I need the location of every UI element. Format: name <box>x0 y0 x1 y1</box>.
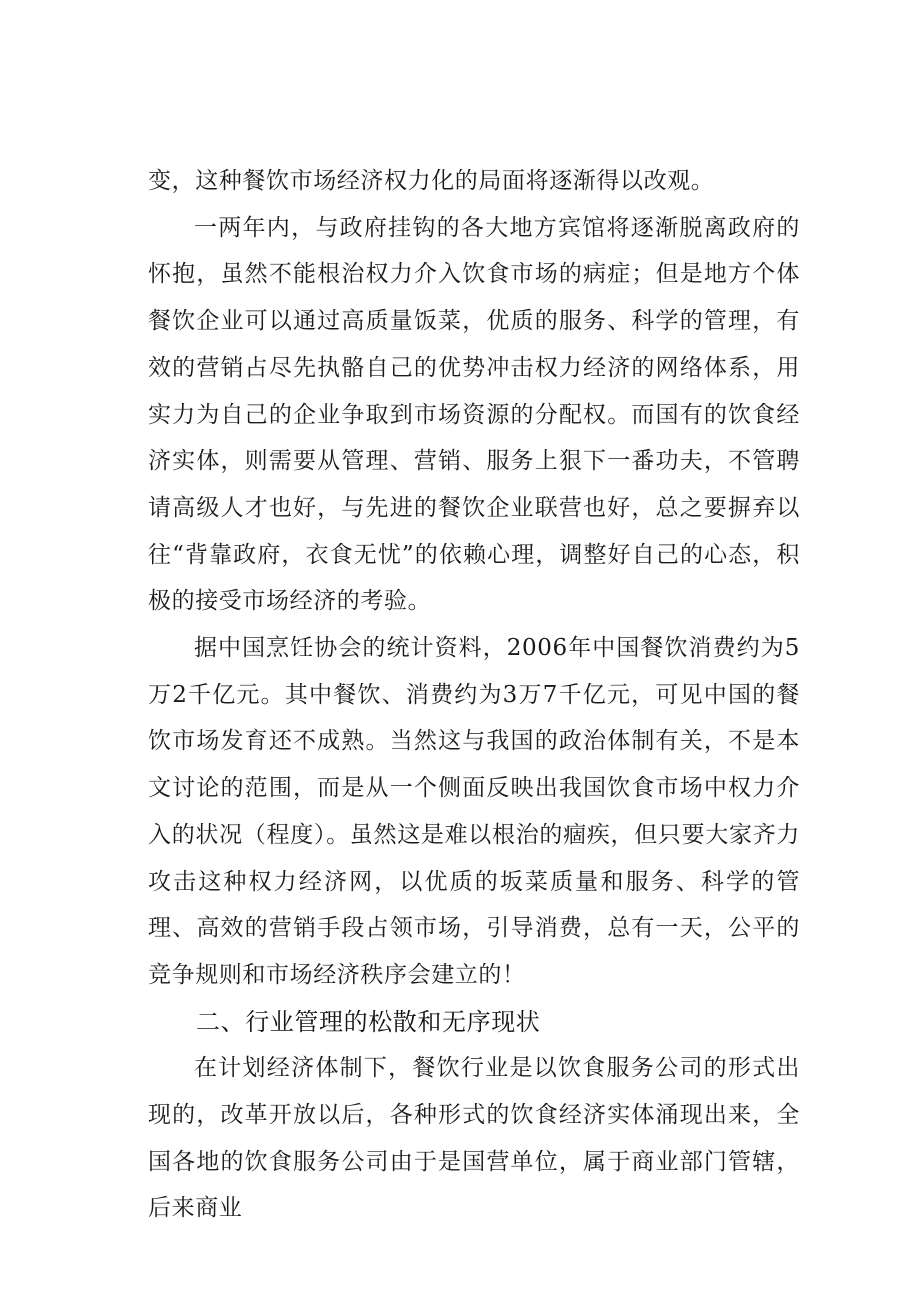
document-page <box>148 158 800 1232</box>
paragraph-statistics: 据中国烹饪协会的统计资料，2006年中国餐饮消费约为5万2千亿元。其中餐饮、消费约为3万7千亿元，可见中国的餐饮市场发育还不成熟。当然这与我国的政治体制有关，不是本文讨论的范围，而是从一个侧面反映出我国饮食市场中权力介入的状况（程度）。虽然这是难以根治的痼疾，但只要大家齐力攻击这种权力经济网，以优质的坂菜质量和服务、科学的管理、高效的营销手段占领市场，引导消费，总有一天，公平的竞争规则和市场经济秩序会建立的！ <box>148 635 800 988</box>
paragraph-planned-economy: 在计划经济体制下，餐饮行业是以饮食服务公司的形式出现的，改革开放以后，各种形式的饮食经济实体涌现出来，全国各地的饮食服务公司由于是国营单位，属于商业部门管辖，后来商业 <box>148 1055 800 1222</box>
paragraph-local-hotels: 一两年内，与政府挂钩的各大地方宾馆将逐渐脱离政府的怀抱，虽然不能根治权力介入饮食市场的病症；但是地方个体餐饮企业可以通过高质量饭菜，优质的服务、科学的管理，有效的营销占尽先执骼自己的优势冲击权力经济的网络体系，用实力为自己的企业争取到市场资源的分配权。而国有的饮食经济实体，则需要从管理、营销、服务上狠下一番功夫，不管聘请高级人才也好，与先进的餐饮企业联营也好，总之要摒弃以往“背靠政府，衣食无忧”的依赖心理，调整好自己的心态，积极的接受市场经济的考验。 <box>148 214 800 615</box>
paragraph-continuation: 变，这种餐饮市场经济权力化的局面将逐渐得以改观。 <box>148 168 715 194</box>
section-heading: 二、行业管理的松散和无序现状 <box>196 1007 541 1036</box>
